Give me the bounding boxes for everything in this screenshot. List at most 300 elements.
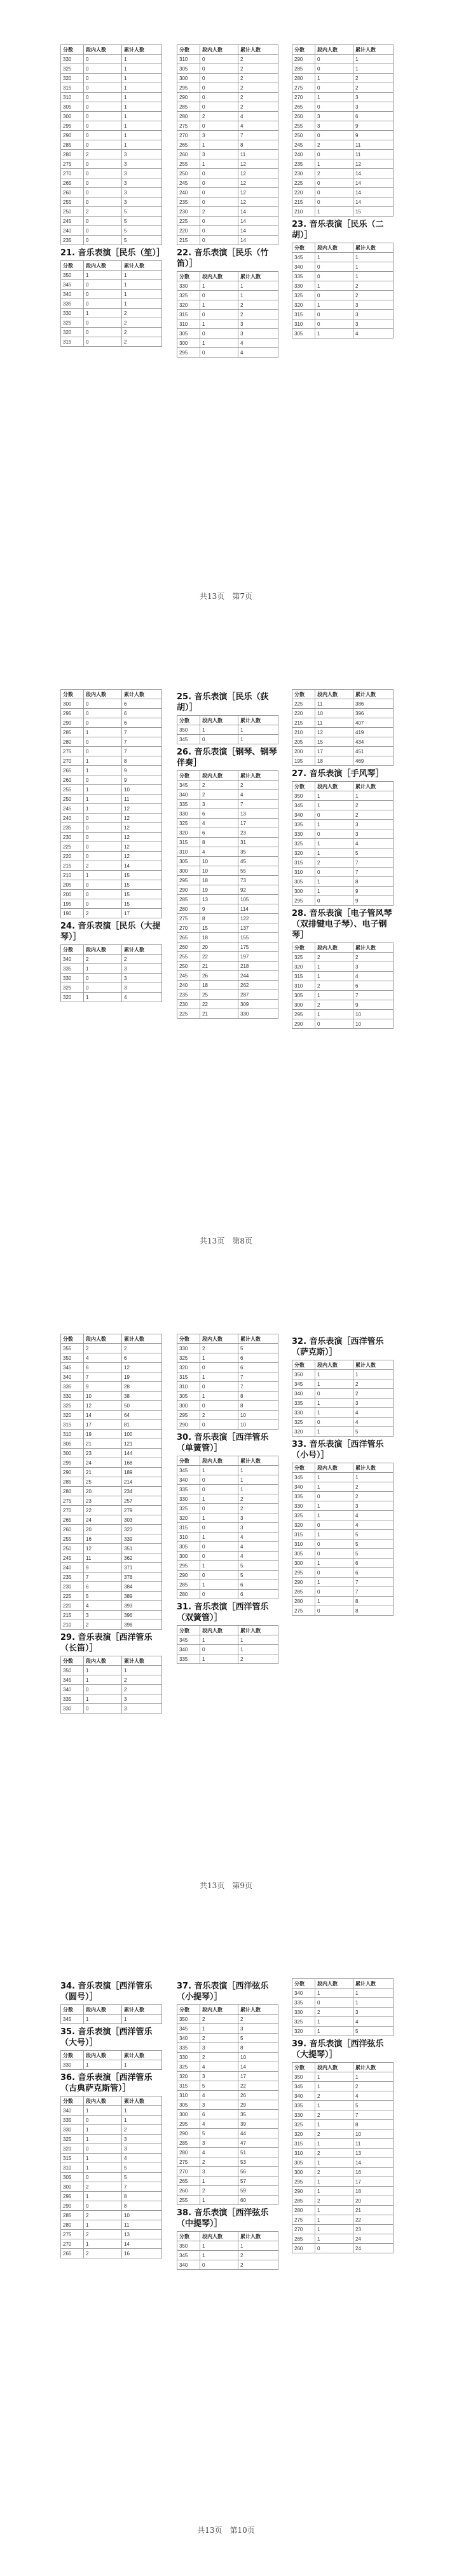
count-cell: 1 [200,2196,238,2205]
table-row [61,55,162,64]
table-row [61,1477,162,1487]
table-row [292,1568,394,1578]
cumulative-cell: 7 [238,131,278,140]
header-row [292,1360,394,1370]
count-cell: 4 [200,847,238,857]
count-cell: 0 [200,1523,238,1533]
column-header-c2: 段内人数 [315,1979,353,1989]
table-row [177,1344,278,1353]
score-cell: 230 [61,1582,84,1592]
score-cell: 350 [61,1353,84,1363]
count-cell: 0 [84,112,122,121]
count-cell: 1 [315,820,353,829]
score-cell: 290 [177,2129,200,2138]
table-row [177,876,278,885]
count-cell: 22 [84,1506,122,1515]
column-header-c1: 分数 [292,943,315,953]
count-cell: 2 [200,2157,238,2167]
table-row [61,1353,162,1363]
table-body [61,955,162,1002]
cumulative-cell: 6 [238,1353,278,1363]
column-header-c2: 段内人数 [315,782,353,791]
score-cell: 335 [292,1998,315,2008]
cumulative-cell: 3 [122,198,162,207]
table-row [292,962,394,972]
table-row [292,1389,394,1399]
table-head [61,1334,162,1344]
cumulative-cell: 1 [122,2116,162,2125]
score-cell: 325 [61,2135,84,2144]
page [0,689,452,1261]
count-cell: 20 [84,1487,122,1496]
count-cell: 6 [84,1582,122,1592]
cumulative-cell: 8 [353,1606,394,1616]
count-cell: 0 [315,102,353,112]
count-cell: 1 [84,1666,122,1675]
score-cell: 310 [292,319,315,329]
column-header-c3: 累计人数 [122,45,162,55]
table-head [292,782,394,791]
count-cell: 1 [315,74,353,83]
count-cell: 25 [200,990,238,1000]
score-cell: 300 [177,2110,200,2119]
column-header-c1: 分数 [292,690,315,699]
table-row [177,1590,278,1599]
cumulative-cell: 1 [238,2241,278,2251]
table-row [177,962,278,971]
table-body [177,725,278,744]
cumulative-cell: 100 [122,1430,162,1439]
cumulative-cell: 287 [238,990,278,1000]
count-cell: 1 [84,795,122,804]
cumulative-cell: 2 [353,291,394,300]
cumulative-cell: 12 [238,178,278,188]
column-header-c2: 段内人数 [200,1334,238,1344]
cumulative-cell: 234 [122,1487,162,1496]
count-cell: 2 [315,2110,353,2120]
page [0,44,452,616]
column-header-c3: 累计人数 [353,690,394,699]
count-cell: 9 [84,1382,122,1392]
table-head [61,45,162,55]
table-head [292,1360,394,1370]
score-cell: 265 [177,933,200,943]
column-header-c3: 累计人数 [238,2232,278,2241]
table-row [292,140,394,150]
cumulative-cell: 2 [238,64,278,74]
count-cell: 12 [84,1544,122,1553]
count-cell: 3 [200,2043,238,2053]
header-row [177,2232,278,2241]
table-row [61,150,162,159]
table-row [292,150,394,159]
cumulative-cell: 11 [122,795,162,804]
table-row [61,1515,162,1525]
table-row [177,198,278,207]
table-row [61,226,162,236]
header-row [61,1656,162,1666]
count-cell: 9 [84,1563,122,1573]
count-cell: 2 [84,2249,122,2258]
cumulative-cell: 6 [238,1590,278,1599]
cumulative-cell: 279 [122,1506,162,1515]
cumulative-cell: 122 [238,914,278,923]
score-cell: 300 [292,2168,315,2177]
score-cell: 335 [292,1492,315,1501]
score-cell: 315 [177,838,200,847]
column-header-c3: 累计人数 [122,690,162,699]
table-body [292,1473,394,1616]
score-cell: 300 [61,2182,84,2192]
cumulative-cell: 1 [238,281,278,291]
cumulative-cell: 8 [122,2201,162,2211]
cumulative-cell: 18 [353,2187,394,2196]
score-cell: 310 [177,2091,200,2100]
count-cell: 0 [84,64,122,74]
count-cell: 0 [84,699,122,709]
cumulative-cell: 12 [122,823,162,833]
score-cell: 355 [61,1344,84,1353]
cumulative-cell: 3 [122,2135,162,2144]
table-row [177,866,278,876]
count-cell: 22 [200,1000,238,1009]
score-cell: 330 [292,281,315,291]
score-cell: 320 [177,2072,200,2081]
table-row [177,188,278,198]
header-row [177,2005,278,2015]
cumulative-cell: 16 [122,2249,162,2258]
table-row [292,329,394,339]
score-cell: 340 [177,790,200,800]
table-row [177,102,278,112]
score-cell: 320 [61,74,84,83]
table-row [292,281,394,291]
header-row [177,716,278,725]
score-cell: 220 [292,188,315,198]
count-cell: 0 [200,1485,238,1494]
table-row [177,904,278,914]
score-cell: 350 [292,1370,315,1379]
table-head [61,2005,162,2015]
table-row [177,1635,278,1645]
score-cell: 270 [61,2239,84,2249]
score-cell: 305 [292,1549,315,1559]
cumulative-cell: 1 [353,1370,394,1379]
score-cell: 280 [61,2220,84,2230]
count-cell: 1 [200,1635,238,1645]
count-cell: 0 [200,226,238,236]
score-cell: 205 [292,737,315,747]
cumulative-cell: 2 [238,781,278,790]
score-cell: 295 [61,709,84,718]
cumulative-cell: 7 [353,991,394,1000]
count-cell: 0 [200,1571,238,1580]
count-cell: 7 [84,1573,122,1582]
table-row [61,309,162,318]
count-cell: 1 [200,300,238,310]
table-row [61,728,162,737]
header-row [292,45,394,55]
score-cell: 305 [61,1439,84,1449]
table-row [292,1587,394,1597]
count-cell: 1 [84,2125,122,2135]
header-row [292,1979,394,1989]
score-cell: 325 [177,2062,200,2072]
score-cell: 335 [177,1654,200,1664]
score-table [177,44,278,245]
score-cell: 340 [177,1475,200,1485]
cumulative-cell: 5 [353,1540,394,1549]
count-cell: 1 [84,993,122,1002]
cumulative-cell: 262 [238,981,278,990]
table-row [177,2138,278,2148]
column-header-c3: 累计人数 [122,1334,162,1344]
table-head [177,771,278,781]
score-cell: 290 [292,55,315,64]
cumulative-cell: 4 [238,121,278,131]
score-cell: 255 [61,785,84,795]
cumulative-cell: 2 [353,2082,394,2091]
table-row [61,1601,162,1611]
score-cell: 280 [61,1487,84,1496]
score-cell: 290 [292,2187,315,2196]
cumulative-cell: 2 [122,328,162,337]
section-title: 25. 音乐表演［民乐（荻胡）］ [177,692,269,713]
table-row [292,2206,394,2215]
count-cell: 10 [200,857,238,866]
table-row [177,2072,278,2081]
table-row [292,1408,394,1418]
column-header-c3: 累计人数 [238,771,278,781]
cumulative-cell: 6 [122,709,162,718]
score-cell: 335 [177,2043,200,2053]
table-head [177,1626,278,1635]
cumulative-cell: 3 [353,829,394,839]
cumulative-cell: 26 [238,2091,278,2100]
count-cell: 0 [315,896,353,906]
cumulative-cell: 1 [353,1473,394,1482]
count-cell: 0 [84,131,122,140]
count-cell: 0 [200,310,238,319]
cumulative-cell: 31 [238,838,278,847]
score-cell: 250 [177,169,200,178]
score-cell: 210 [292,207,315,217]
count-cell: 1 [315,849,353,858]
score-cell: 350 [292,791,315,801]
column-header-c3: 累计人数 [353,782,394,791]
score-cell: 315 [292,1530,315,1540]
cumulative-cell: 14 [238,207,278,217]
table-row [177,83,278,93]
column-header-c2: 段内人数 [200,272,238,281]
score-cell: 320 [292,1427,315,1437]
cumulative-cell: 45 [238,857,278,866]
count-cell: 0 [315,262,353,272]
table-row [292,868,394,877]
count-cell: 0 [200,169,238,178]
cumulative-cell: 2 [238,1494,278,1504]
cumulative-cell: 19 [122,1372,162,1382]
table-row [177,971,278,981]
score-cell: 210 [292,728,315,737]
table-row [292,319,394,329]
table-body [61,55,162,245]
score-cell: 285 [61,2211,84,2220]
count-cell: 2 [200,781,238,790]
count-cell: 0 [84,178,122,188]
table-row [177,1411,278,1420]
page [0,1334,452,1905]
cumulative-cell: 3 [122,169,162,178]
table-row [177,2081,278,2091]
score-cell: 300 [292,887,315,896]
column-header-c2: 段内人数 [200,45,238,55]
count-cell: 11 [315,699,353,709]
header-row [61,45,162,55]
count-cell: 0 [200,329,238,339]
score-cell: 330 [177,809,200,819]
table-column [292,1334,394,1616]
table-row [61,1468,162,1477]
table-row [61,2182,162,2192]
count-cell: 0 [84,899,122,909]
count-cell: 0 [315,310,353,319]
table-body [177,1635,278,1664]
count-cell: 0 [315,1492,353,1501]
score-cell: 350 [177,2015,200,2024]
table-row [61,852,162,861]
count-cell: 2 [200,207,238,217]
score-cell: 250 [61,207,84,217]
table-row [292,2027,394,2036]
score-table [177,2004,278,2205]
score-cell: 270 [61,169,84,178]
count-cell: 3 [200,800,238,809]
column-header-c2: 段内人数 [84,945,122,955]
cumulative-cell: 14 [238,2062,278,2072]
table-row [177,981,278,990]
table-row [61,974,162,983]
count-cell: 2 [315,140,353,150]
cumulative-cell: 2 [122,337,162,347]
table-row [177,1645,278,1654]
count-cell: 4 [200,2091,238,2100]
column-header-c3: 累计人数 [238,716,278,725]
count-cell: 10 [200,866,238,876]
count-cell: 1 [315,1473,353,1482]
count-cell: 0 [84,880,122,890]
score-cell: 320 [61,328,84,337]
table-row [177,300,278,310]
score-cell: 325 [61,64,84,74]
column-header-c2: 段内人数 [315,690,353,699]
table-row [61,1534,162,1544]
count-cell: 1 [315,2082,353,2091]
table-head [177,1334,278,1344]
cumulative-cell: 7 [353,858,394,868]
cumulative-cell: 396 [353,709,394,718]
cumulative-cell: 384 [122,1582,162,1592]
score-cell: 300 [292,1000,315,1010]
count-cell: 0 [84,198,122,207]
count-cell: 0 [315,272,353,281]
score-cell: 285 [61,728,84,737]
score-cell: 325 [292,2017,315,2027]
cumulative-cell: 11 [238,150,278,159]
score-cell: 265 [292,2234,315,2244]
cumulative-cell: 10 [353,2130,394,2139]
table-row [177,725,278,735]
table-row [177,1552,278,1561]
score-cell: 270 [177,131,200,140]
cumulative-cell: 14 [238,236,278,245]
cumulative-cell: 12 [122,842,162,852]
count-cell: 2 [315,2149,353,2158]
score-table [292,44,394,217]
cumulative-cell: 5 [353,1549,394,1559]
table-row [292,207,394,217]
count-cell: 1 [84,2220,122,2230]
count-cell: 0 [200,121,238,131]
count-cell: 1 [84,2239,122,2249]
score-cell: 295 [61,121,84,131]
count-cell: 0 [200,1363,238,1372]
table-row [61,964,162,974]
cumulative-cell: 7 [238,800,278,809]
cumulative-cell: 197 [238,952,278,962]
score-cell: 260 [292,2244,315,2253]
score-cell: 230 [177,207,200,217]
cumulative-cell: 389 [122,1592,162,1601]
table-row [292,112,394,121]
score-cell: 345 [61,280,84,290]
count-cell: 19 [84,1430,122,1439]
score-cell: 275 [61,2230,84,2239]
cumulative-cell: 6 [353,112,394,121]
table-row [292,801,394,810]
score-cell: 325 [177,819,200,828]
score-cell: 215 [177,236,200,245]
table-row [177,1420,278,1430]
table-body [292,253,394,339]
table-row [177,2196,278,2205]
cumulative-cell: 393 [122,1601,162,1611]
score-cell: 260 [61,775,84,785]
cumulative-cell: 244 [238,971,278,981]
cumulative-cell: 35 [238,847,278,857]
table-row [61,871,162,880]
count-cell: 3 [200,131,238,140]
score-cell: 295 [292,1568,315,1578]
cumulative-cell: 3 [238,1513,278,1523]
count-cell: 1 [315,2187,353,2196]
count-cell: 2 [315,1000,353,1010]
count-cell: 0 [200,102,238,112]
table-row [292,1370,394,1379]
count-cell: 1 [315,2234,353,2244]
score-cell: 265 [61,1515,84,1525]
cumulative-cell: 1 [122,83,162,93]
header-row [177,1334,278,1344]
table-row [61,823,162,833]
score-cell: 300 [177,74,200,83]
count-cell: 0 [315,1019,353,1029]
cumulative-cell: 3 [353,2008,394,2017]
cumulative-cell: 4 [353,2017,394,2027]
score-table [177,715,278,744]
table-row [177,781,278,790]
count-cell: 5 [200,2129,238,2138]
